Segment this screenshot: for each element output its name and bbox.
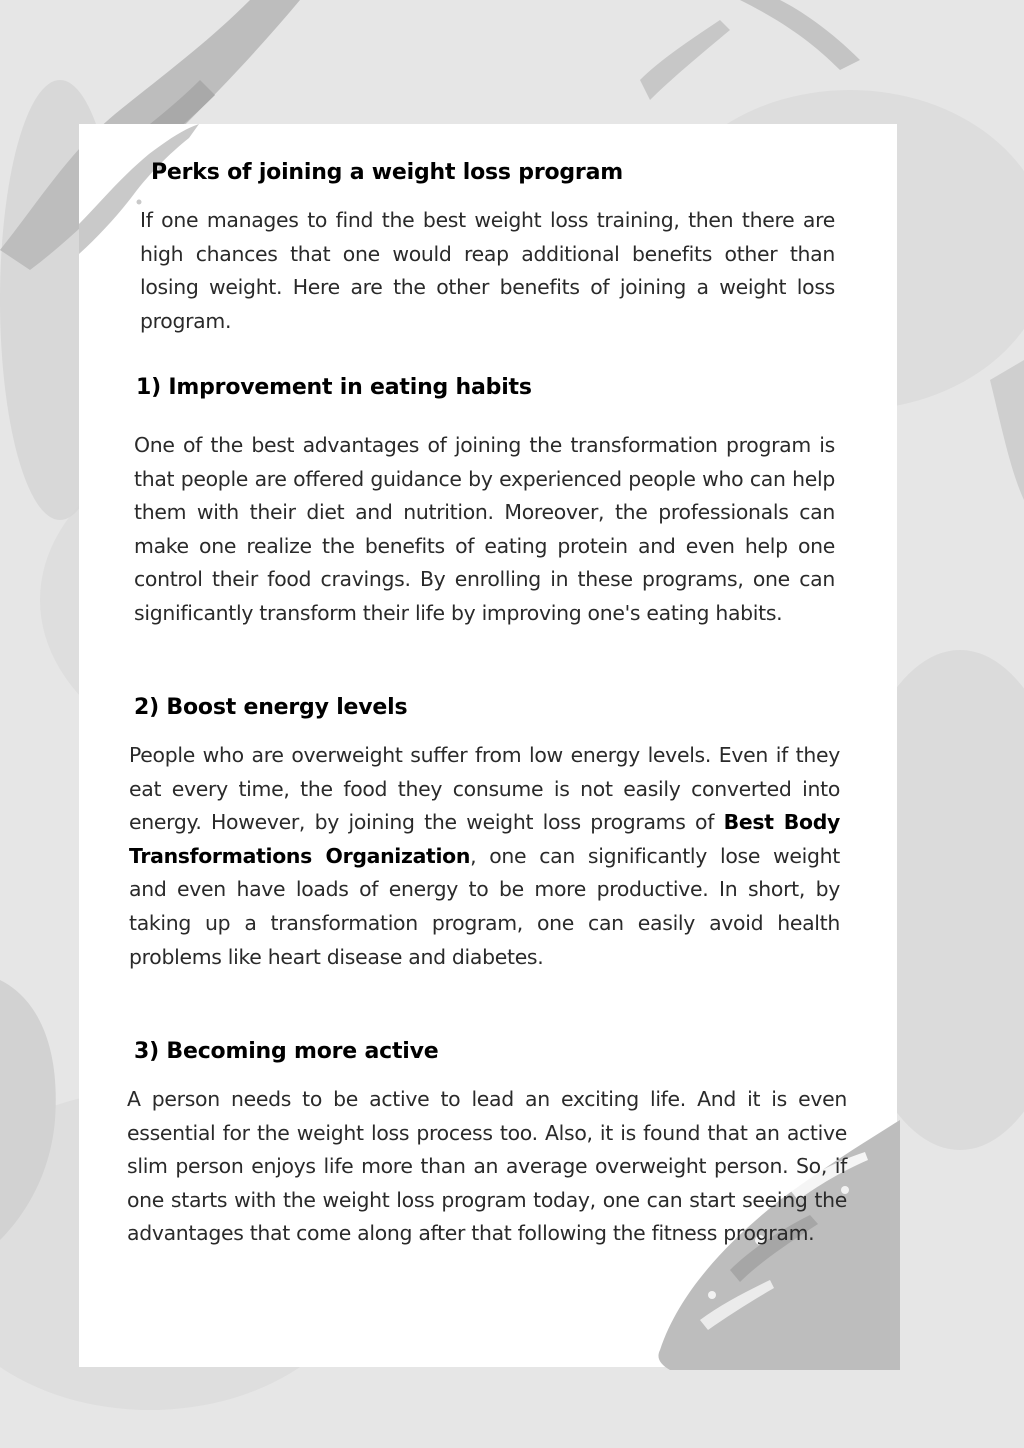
energy-text-end: , one can significantly lose weight and even have loads of energy to be more productive. In short, by taking up a transformation program, one can easily avoid health problems like heart disease and diabetes.: [129, 843, 840, 969]
intro-paragraph: If one manages to find the best weight loss training, then there are high chances that one would reap additional benefits other than losing weight. Here are the other benefits of joining a weight loss program.: [140, 208, 835, 333]
section-heading-energy-levels: 2) Boost energy levels: [134, 695, 408, 720]
section-body-energy-levels: [129, 739, 840, 974]
section-heading-eating-habits: 1) Improvement in eating habits: [136, 375, 532, 400]
section-heading-more-active: 3) Becoming more active: [134, 1039, 439, 1064]
section-body-more-active: A person needs to be active to lead an exciting life. And it is even essential for the weight loss process too. Also, it is found that an active slim person enjoys life more than an average overweight person. So, if one starts with the weight loss program today, one can start seeing the advantages that come along after that following the fitness program.: [127, 1087, 847, 1246]
organization-name: Best Body Transformations Organization: [129, 810, 840, 868]
energy-text-start: People who are overweight suffer from low energy levels. Even if they eat every time, the food they consume is not easily converted into energy. However, by joining the weight loss programs of: [129, 743, 840, 835]
page-title: Perks of joining a weight loss program: [151, 160, 623, 185]
section-body-eating-habits: One of the best advantages of joining the transformation program is that people are offered guidance by experienced people who can help them with their diet and nutrition. Moreover, the professionals can make one realize the benefits of eating protein and even help one control their food cravings. By enrolling in these programs, one can significantly transform their life by improving one's eating habits.: [134, 433, 835, 625]
